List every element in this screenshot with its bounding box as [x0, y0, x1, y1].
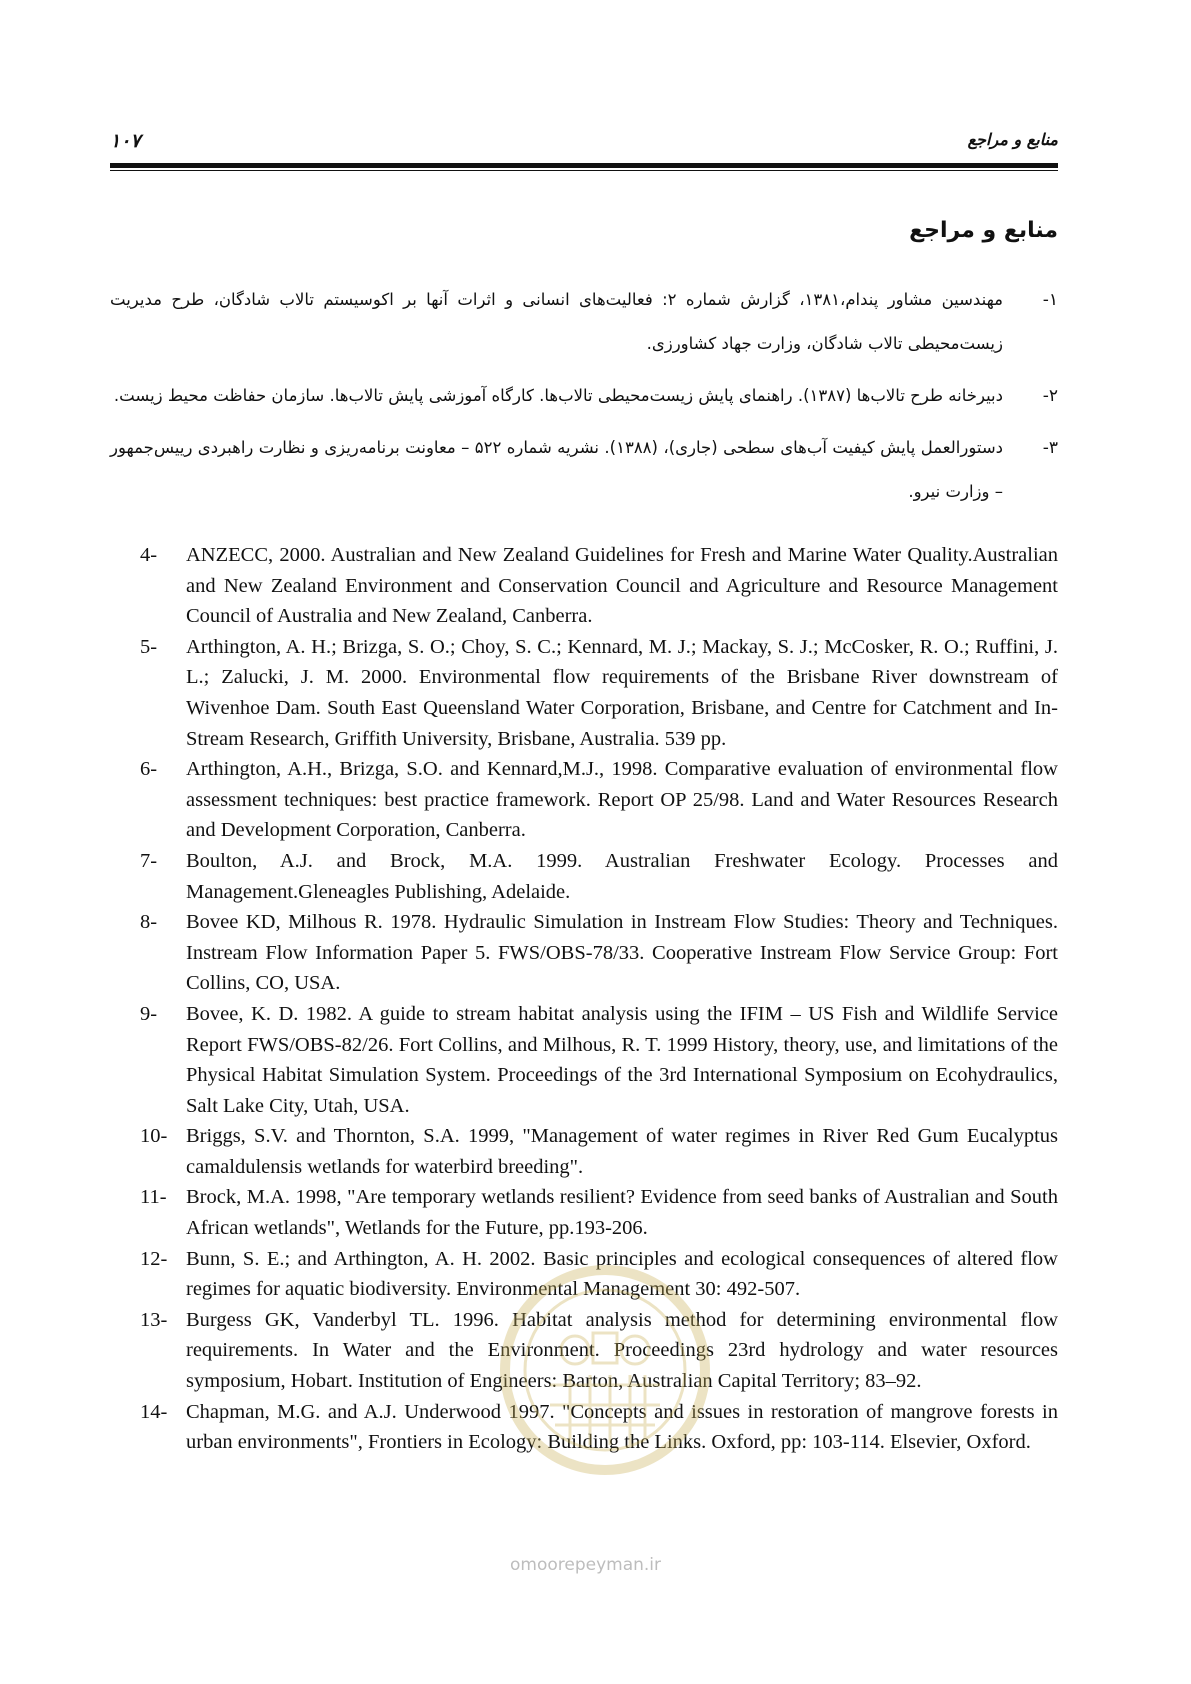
reference-item [140, 846, 1058, 907]
reference-number: 5- [140, 635, 158, 658]
reference-text: Bovee KD, Milhous R. 1978. Hydraulic Simulation in Instream Flow Studies: Theory and Techniques. Instream Flow Information Paper 5. FWS/OBS-78/33. Cooperative Instream Flow Service Group: Fort Collins, CO, USA. [186, 911, 1058, 995]
reference-text: Chapman, M.G. and A.J. Underwood 1997. "Concepts and issues in restoration of mangrove forests in urban environments", Frontiers in Ecology: Building the Links. Oxford, pp: 103-114. Elsevier, Oxford. [186, 1400, 1058, 1454]
reference-text: دبیرخانه طرح تالاب‌ها (۱۳۸۷). راهنمای پایش زیست‌محیطی تالاب‌ها. کارگاه آموزشی پایش تالاب‌ها. سازمان حفاظت محیط زیست. [113, 386, 1003, 405]
reference-number: 7- [140, 849, 158, 872]
reference-item [140, 1121, 1058, 1182]
reference-number: 9- [140, 1002, 158, 1025]
reference-text: Briggs, S.V. and Thornton, S.A. 1999, "Management of water regimes in River Red Gum Eucalyptus camaldulensis wetlands for waterbird breeding". [186, 1125, 1058, 1178]
reference-item [140, 754, 1058, 846]
watermark-site: omoorepeyman.ir [510, 1555, 662, 1575]
reference-text: Burgess GK, Vanderbyl TL. 1996. Habitat analysis method for determining environmental flow requirements. In Water and the Environment. Proceedings 23rd hydrology and water resources symposium, Hobart. Institution of Engineers: Barton, Australian Capital Territory; 83–92. [186, 1308, 1058, 1393]
header-rule-thin [110, 170, 1058, 171]
reference-text: ANZECC, 2000. Australian and New Zealand Guidelines for Fresh and Marine Water Quality.Australian and New Zealand Environment and Conservation Council and Agriculture and Resource Management Council of Australia and New Zealand, Canberra. [186, 544, 1058, 628]
header-rule-thick [110, 163, 1058, 168]
reference-item [140, 999, 1058, 1121]
reference-text: Arthington, A.H., Brizga, S.O. and Kennard,M.J., 1998. Comparative evaluation of environmental flow assessment techniques: best practice framework. Report OP 25/98. Land and Water Resources Research and Development Corporation, Canberra. [186, 758, 1058, 842]
reference-text: Boulton, A.J. and Brock, M.A. 1999. Australian Freshwater Ecology. Processes and Management.Gleneagles Publishing, Adelaide. [186, 849, 1058, 903]
reference-text: Bovee, K. D. 1982. A guide to stream habitat analysis using the IFIM – US Fish and Wildlife Service Report FWS/OBS-82/26. Fort Collins, and Milhous, R. T. 1999 History, theory, use, and limitations of the Physical Habitat Simulation System. Proceedings of the 3rd International Symposium on Ecohydraulics, Salt Lake City, Utah, USA. [186, 1002, 1058, 1117]
reference-item [110, 374, 1058, 418]
reference-text: دستورالعمل پایش کیفیت آب‌های سطحی (جاری)، (۱۳۸۸). نشریه شماره ۵۲۲ – معاونت برنامه‌ریزی و نظارت راهبردی رییس‌جمهور – وزارت نیرو. [110, 438, 1004, 501]
reference-number: 13- [140, 1308, 168, 1331]
page-number: ۱۰۷ [110, 130, 141, 152]
reference-number: 14- [140, 1400, 168, 1423]
running-title: منابع و مراجع [967, 130, 1058, 149]
reference-number: 10- [140, 1125, 168, 1148]
reference-item [140, 540, 1058, 632]
reference-item [110, 278, 1058, 366]
reference-number: ۱- [1042, 290, 1058, 310]
section-title: منابع و مراجع [909, 218, 1058, 243]
reference-item [140, 632, 1058, 754]
reference-number: 4- [140, 544, 158, 566]
reference-number: 8- [140, 911, 158, 934]
reference-number: 12- [140, 1247, 168, 1270]
reference-number: ۳- [1042, 438, 1058, 458]
reference-text: Brock, M.A. 1998, "Are temporary wetlands resilient? Evidence from seed banks of Australian and South African wetlands", Wetlands for the Future, pp.193-206. [186, 1186, 1058, 1240]
watermark-seal-icon [490, 1255, 720, 1485]
reference-text: مهندسین مشاور پندام،۱۳۸۱، گزارش شماره ۲: فعالیت‌های انسانی و اثرات آنها بر اکوسیستم تالاب شادگان، طرح مدیریت زیست‌محیطی تالاب شادگان، وزارت جهاد کشاورزی. [110, 290, 1004, 353]
reference-item [140, 1182, 1058, 1243]
reference-number: 11- [140, 1186, 167, 1209]
reference-item [140, 907, 1058, 999]
reference-number: ۲- [1042, 386, 1058, 406]
references-persian [110, 278, 1058, 522]
reference-item [110, 426, 1058, 514]
reference-text: Bunn, S. E.; and Arthington, A. H. 2002. Basic principles and ecological consequences of altered flow regimes for aquatic biodiversity. Environmental Management 30: 492-507. [186, 1247, 1058, 1301]
reference-text: Arthington, A. H.; Brizga, S. O.; Choy, S. C.; Kennard, M. J.; Mackay, S. J.; McCosker, R. O.; Ruffini, J. L.; Zalucki, J. M. 2000. Environmental flow requirements of the Brisbane River downstream of Wivenhoe Dam. South East Queensland Water Corporation, Brisbane, and Centre for Catchment and In-Stream Research, Griffith University, Brisbane, Australia. 539 pp. [186, 635, 1058, 750]
reference-number: 6- [140, 758, 158, 781]
